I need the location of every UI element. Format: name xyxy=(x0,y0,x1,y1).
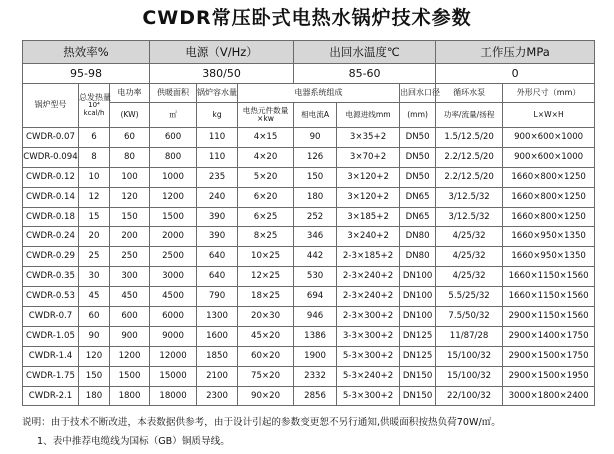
table-cell: 80 xyxy=(110,147,150,167)
parameters-table xyxy=(22,40,595,406)
table-cell: 5×20 xyxy=(238,167,294,187)
table-cell: 2-3×185+2 xyxy=(337,247,400,267)
table-cell: 6000 xyxy=(150,307,197,327)
table-cell: 45 xyxy=(79,287,110,307)
table-cell: 110 xyxy=(197,147,238,167)
table-cell: 2-3×240+2 xyxy=(337,267,400,287)
table-cell: 60 xyxy=(110,128,150,148)
table-cell: 5-3×240+2 xyxy=(337,366,400,386)
table-cell: 126 xyxy=(294,147,337,167)
table-cell: 25 xyxy=(79,247,110,267)
table-cell: 180 xyxy=(294,187,337,207)
table-cell: 390 xyxy=(197,207,238,227)
table-row xyxy=(23,207,595,227)
table-cell: CWDR-0.35 xyxy=(23,267,79,287)
table-cell: DN150 xyxy=(400,366,436,386)
header-row-values xyxy=(23,64,595,84)
col-power-unit: (KW) xyxy=(110,103,150,128)
table-cell: 235 xyxy=(197,167,238,187)
table-row xyxy=(23,287,595,307)
table-cell: 150 xyxy=(79,366,110,386)
table-cell: 2856 xyxy=(294,386,337,406)
table-cell: 2500 xyxy=(150,247,197,267)
table-cell: DN80 xyxy=(400,227,436,247)
table-cell: CWDR-0.53 xyxy=(23,287,79,307)
table-cell: 75×20 xyxy=(238,366,294,386)
col-phase-current: 相电流A xyxy=(294,103,337,128)
col-pipe-unit: (mm) xyxy=(400,103,436,128)
table-cell: 6×25 xyxy=(238,207,294,227)
table-cell: 2900×1500×1950 xyxy=(503,366,595,386)
col-volume-unit: kg xyxy=(197,103,238,128)
table-cell: 3-3×300+2 xyxy=(337,326,400,346)
table-cell: 946 xyxy=(294,307,337,327)
table-cell: CWDR-1.4 xyxy=(23,346,79,366)
table-cell: 900 xyxy=(110,326,150,346)
table-cell: 10×25 xyxy=(238,247,294,267)
power-supply-label: 电源（V/Hz） xyxy=(150,41,294,64)
column-header-row xyxy=(23,84,595,103)
table-cell: DN125 xyxy=(400,346,436,366)
table-cell: CWDR-0.14 xyxy=(23,187,79,207)
table-cell: CWDR-1.05 xyxy=(23,326,79,346)
power-supply-value: 380/50 xyxy=(150,64,294,84)
table-cell: 90×20 xyxy=(238,386,294,406)
table-cell: CWDR-2.1 xyxy=(23,386,79,406)
col-power: 电功率 xyxy=(110,84,150,103)
col-model: 锅炉型号 xyxy=(23,84,79,128)
table-cell: 20×30 xyxy=(238,307,294,327)
table-cell: 2900×1500×1750 xyxy=(503,346,595,366)
table-cell: 3/12.5/32 xyxy=(436,187,503,207)
table-row xyxy=(23,187,595,207)
table-cell: 530 xyxy=(294,267,337,287)
table-cell: CWDR-1.75 xyxy=(23,366,79,386)
table-cell: 3/12.5/32 xyxy=(436,207,503,227)
table-cell: 346 xyxy=(294,227,337,247)
table-cell: 22/100/32 xyxy=(436,386,503,406)
table-cell: 11/87/28 xyxy=(436,326,503,346)
table-cell: DN150 xyxy=(400,386,436,406)
table-cell: 7.5/50/32 xyxy=(436,307,503,327)
col-area-unit: ㎡ xyxy=(150,103,197,128)
table-cell: 15/100/32 xyxy=(436,346,503,366)
table-cell: DN50 xyxy=(400,147,436,167)
outlet-temp-label: 出回水温度℃ xyxy=(294,41,436,64)
note-cable: 1、表中推荐电缆线为国标（GB）铜质导线。 xyxy=(37,436,230,447)
table-cell: 2.2/12.5/20 xyxy=(436,167,503,187)
table-cell: 3×185+2 xyxy=(337,207,400,227)
table-cell: DN100 xyxy=(400,307,436,327)
table-cell: 1660×800×1250 xyxy=(503,207,595,227)
table-row xyxy=(23,267,595,287)
table-cell: CWDR-0.07 xyxy=(23,128,79,148)
table-cell: 3×120+2 xyxy=(337,167,400,187)
table-cell: 1660×800×1250 xyxy=(503,187,595,207)
pressure-value: 0 xyxy=(436,64,595,84)
table-cell: 1600 xyxy=(197,326,238,346)
table-cell: 1200 xyxy=(110,346,150,366)
table-cell: 2000 xyxy=(150,227,197,247)
col-total-heat xyxy=(79,84,110,128)
table-cell: 15/100/32 xyxy=(436,366,503,386)
table-cell: 150 xyxy=(294,167,337,187)
table-cell: 110 xyxy=(197,128,238,148)
table-cell: 600 xyxy=(110,307,150,327)
table-cell: 3000 xyxy=(150,267,197,287)
table-cell: CWDR-0.24 xyxy=(23,227,79,247)
table-cell: 90 xyxy=(294,128,337,148)
table-row xyxy=(23,247,595,267)
table-cell: 1.5/12.5/20 xyxy=(436,128,503,148)
table-cell: 800 xyxy=(150,147,197,167)
col-pump-sub: 功率/流量/扬程 xyxy=(436,103,503,128)
table-cell: CWDR-0.7 xyxy=(23,307,79,327)
table-cell: 8 xyxy=(79,147,110,167)
table-cell: 3000×1800×2400 xyxy=(503,386,595,406)
note-disclaimer: 说明：由于技术不断改进，本表数据供参考，由于设计引起的参数变更恕不另行通知,供暖面积按热负荷70W/㎡。 xyxy=(22,417,501,428)
table-cell: 18×25 xyxy=(238,287,294,307)
col-dims: 外形尺寸（mm） xyxy=(503,84,595,103)
table-cell: 1900 xyxy=(294,346,337,366)
table-row xyxy=(23,167,595,187)
table-cell: 90 xyxy=(79,326,110,346)
table-cell: 60×20 xyxy=(238,346,294,366)
table-cell: 120 xyxy=(110,187,150,207)
table-cell: CWDR-0.12 xyxy=(23,167,79,187)
table-cell: 2900×1400×1750 xyxy=(503,326,595,346)
table-cell: 1660×1150×1560 xyxy=(503,287,595,307)
table-cell: 60 xyxy=(79,307,110,327)
table-cell: 12 xyxy=(79,187,110,207)
table-cell: 1386 xyxy=(294,326,337,346)
table-cell: 5-3×300+2 xyxy=(337,346,400,366)
table-cell: 2-3×240+2 xyxy=(337,287,400,307)
table-cell: 12×25 xyxy=(238,267,294,287)
table-row xyxy=(23,326,595,346)
table-cell: 640 xyxy=(197,247,238,267)
table-cell: 252 xyxy=(294,207,337,227)
table-cell: 3×240+2 xyxy=(337,227,400,247)
table-cell: 6×20 xyxy=(238,187,294,207)
table-cell: DN125 xyxy=(400,326,436,346)
table-cell: 120 xyxy=(79,346,110,366)
table-cell: 2300 xyxy=(197,386,238,406)
table-cell: 2.2/12.5/20 xyxy=(436,147,503,167)
table-cell: DN80 xyxy=(400,247,436,267)
col-elements: 电热元件数量×kw xyxy=(238,103,294,128)
table-cell: 4×15 xyxy=(238,128,294,148)
table-cell: 4/25/32 xyxy=(436,247,503,267)
table-cell: 4/25/32 xyxy=(436,227,503,247)
col-pump: 循环水泵 xyxy=(436,84,503,103)
page-title: CWDR常压卧式电热水锅炉技术参数 xyxy=(142,7,472,29)
col-area: 供暖面积 xyxy=(150,84,197,103)
table-cell: 1850 xyxy=(197,346,238,366)
table-cell: 1660×800×1250 xyxy=(503,167,595,187)
table-cell: 250 xyxy=(110,247,150,267)
table-row xyxy=(23,147,595,167)
table-cell: 240 xyxy=(197,187,238,207)
col-dims-sub: L×W×H xyxy=(503,103,595,128)
table-cell: 200 xyxy=(110,227,150,247)
table-cell: 12000 xyxy=(150,346,197,366)
table-cell: 1660×1150×1560 xyxy=(503,267,595,287)
table-row xyxy=(23,227,595,247)
table-cell: 2100 xyxy=(197,366,238,386)
table-cell: 1500 xyxy=(110,366,150,386)
table-cell: 180 xyxy=(79,386,110,406)
table-cell: 6 xyxy=(79,128,110,148)
table-cell: 20 xyxy=(79,227,110,247)
header-row-labels xyxy=(23,41,595,64)
table-cell: CWDR-0.29 xyxy=(23,247,79,267)
table-cell: 9000 xyxy=(150,326,197,346)
table-cell: DN100 xyxy=(400,267,436,287)
table-cell: 1660×950×1350 xyxy=(503,247,595,267)
table-cell: 15000 xyxy=(150,366,197,386)
table-cell: DN50 xyxy=(400,128,436,148)
table-cell: DN65 xyxy=(400,207,436,227)
col-total-heat-exp: 10⁴ xyxy=(88,101,100,110)
table-cell: 4500 xyxy=(150,287,197,307)
col-total-heat-label: 总发热量 xyxy=(79,92,111,102)
outlet-temp-value: 85-60 xyxy=(294,64,436,84)
table-cell: 4×20 xyxy=(238,147,294,167)
table-cell: 3×120+2 xyxy=(337,187,400,207)
table-cell: 10 xyxy=(79,167,110,187)
table-cell: 900×600×1000 xyxy=(503,147,595,167)
table-cell: 3×35+2 xyxy=(337,128,400,148)
table-row xyxy=(23,366,595,386)
table-cell: 790 xyxy=(197,287,238,307)
table-cell: 1300 xyxy=(197,307,238,327)
table-cell: 300 xyxy=(110,267,150,287)
table-cell: 1000 xyxy=(150,167,197,187)
col-volume: 锅炉容水量 xyxy=(197,84,238,103)
table-cell: CWDR-0.094 xyxy=(23,147,79,167)
table-cell: 5-3×300+2 xyxy=(337,386,400,406)
table-cell: 5.5/25/32 xyxy=(436,287,503,307)
table-cell: 15 xyxy=(79,207,110,227)
table-row xyxy=(23,386,595,406)
table-cell: 2332 xyxy=(294,366,337,386)
col-total-heat-unit: kcal/h xyxy=(83,108,105,117)
table-row xyxy=(23,307,595,327)
table-cell: 150 xyxy=(110,207,150,227)
col-power-line: 电源进线mm xyxy=(337,103,400,128)
table-cell: 8×25 xyxy=(238,227,294,247)
table-cell: 18000 xyxy=(150,386,197,406)
table-cell: 694 xyxy=(294,287,337,307)
table-cell: 1200 xyxy=(150,187,197,207)
table-cell: 450 xyxy=(110,287,150,307)
table-cell: DN50 xyxy=(400,167,436,187)
table-cell: 1800 xyxy=(110,386,150,406)
table-cell: 45×20 xyxy=(238,326,294,346)
table-cell: CWDR-0.18 xyxy=(23,207,79,227)
table-cell: 1500 xyxy=(150,207,197,227)
table-cell: 2-3×300+2 xyxy=(337,307,400,327)
col-electrical-group: 电器系统组成 xyxy=(238,84,400,103)
table-cell: 100 xyxy=(110,167,150,187)
table-row xyxy=(23,346,595,366)
table-cell: 2900×1150×1560 xyxy=(503,307,595,327)
table-cell: DN100 xyxy=(400,287,436,307)
table-cell: 1660×950×1350 xyxy=(503,227,595,247)
table-cell: 900×600×1000 xyxy=(503,128,595,148)
pressure-label: 工作压力MPa xyxy=(436,41,595,64)
table-cell: 390 xyxy=(197,227,238,247)
table-cell: 640 xyxy=(197,267,238,287)
col-pipe: 出回水口径 xyxy=(400,84,436,103)
table-cell: 3×70+2 xyxy=(337,147,400,167)
table-cell: 4/25/32 xyxy=(436,267,503,287)
efficiency-label: 热效率% xyxy=(23,41,150,64)
table-cell: 30 xyxy=(79,267,110,287)
table-cell: 600 xyxy=(150,128,197,148)
table-cell: DN65 xyxy=(400,187,436,207)
efficiency-value: 95-98 xyxy=(23,64,150,84)
table-cell: 442 xyxy=(294,247,337,267)
table-row xyxy=(23,128,595,148)
